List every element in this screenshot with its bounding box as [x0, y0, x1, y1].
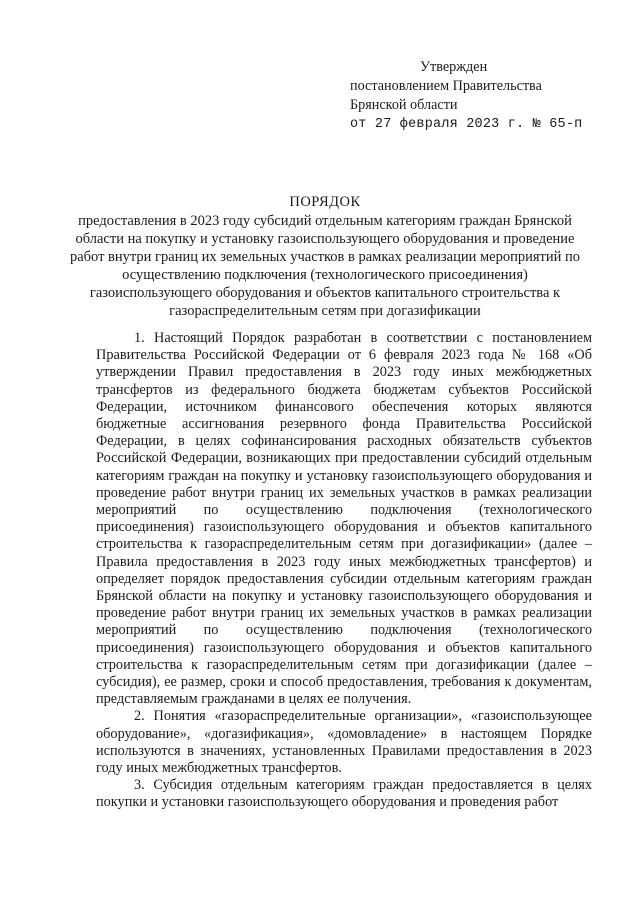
approval-authority: постановлением Правительства — [350, 78, 542, 94]
approval-label: Утвержден — [420, 59, 488, 75]
paragraph-3: 3. Субсидия отдельным категориям граждан предоставляется в целях покупки и установки газоиспользующего оборудования и проведения работ — [96, 777, 592, 811]
paragraph-1: 1. Настоящий Порядок разработан в соответствии с постановлением Правительства Российской Федерации от 6 февраля 2023 года № 168 «Об утверждении Правил предоставления в 2023 году иных межбюджетных трансфертов из федерального бюджета бюджетам субъектов Российской Федерации, источником финансового обеспечения которых являются бюджетные ассигнования резервного фонда Правительства Российской Федерации, в целях софинансирования расходных обязательств субъектов Российской Федерации, возникающих при предоставлении субсидий отдельным категориям граждан на покупку и установку газоиспользующего оборудования и проведение работ внутри границ их земельных участков в рамках реализации мероприятий по осуществлению подключения (технологического присоединения) газоиспользующего оборудования и объектов капитального строительства к газораспределительным сетям при догазификации» (далее – Правила предоставления в 2023 году иных межбюджетных трансфертов) и определяет порядок предоставления субсидии отдельным категориям граждан Брянской области на покупку и установку газоиспользующего оборудования и проведение работ внутри границ их земельных участков в рамках реализации мероприятий по осуществлению подключения (технологического присоединения) газоиспользующего оборудования и объектов капитального строительства к газораспределительным сетям при догазификации (далее – субсидия), ее размер, сроки и способ предоставления, требования к документам, представляемым гражданами в целях ее получения. — [96, 330, 592, 708]
paragraph-2: 2. Понятия «газораспределительные организации», «газоиспользующее оборудование», «догазификация», «домовладение» в настоящем Порядке используются в значениях, установленных Правилами предоставления в 2023 году иных межбюджетных трансфертов. — [96, 708, 592, 777]
approval-region: Брянской области — [350, 97, 458, 113]
title-heading: ПОРЯДОК — [289, 194, 361, 210]
document-title — [60, 193, 590, 320]
document-body — [96, 330, 592, 812]
approval-block — [350, 58, 630, 134]
approval-date-number: от 27 февраля 2023 г. № 65-п — [350, 117, 583, 132]
title-subtitle: предоставления в 2023 году субсидий отдельным категориям граждан Брянской области на покупку и установку газоиспользующего оборудования и проведение работ внутри границ их земельных участков в рамках реализации мероприятий по осуществлению подключения (технологического присоединения) газоиспользующего оборудования и объектов капитального строительства к газораспределительным сетям при догазификации — [69, 213, 581, 319]
